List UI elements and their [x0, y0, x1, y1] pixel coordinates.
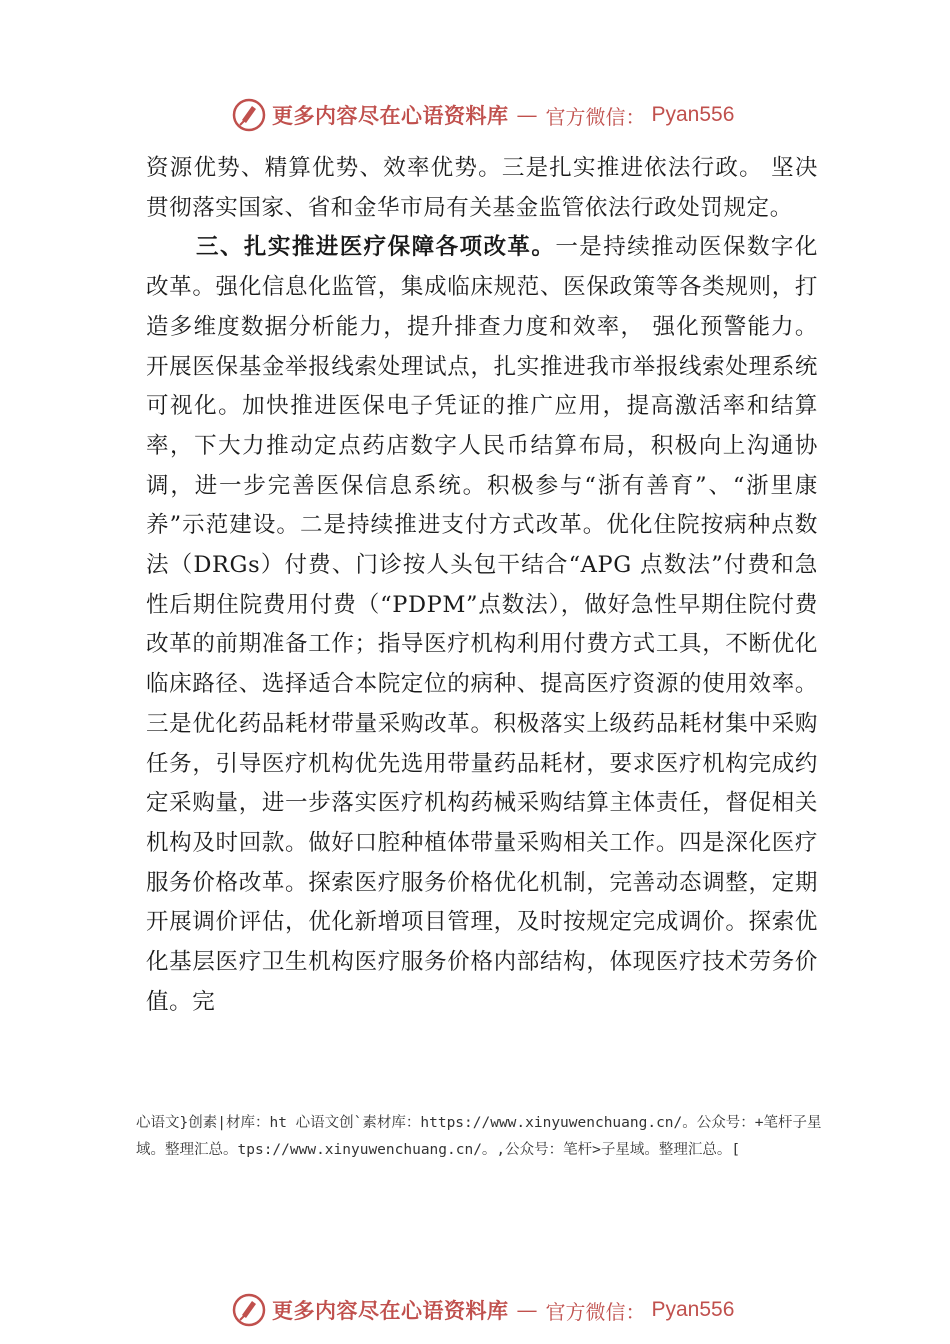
- header-banner: [232, 97, 734, 133]
- banner-text: 更多内容尽在心语资料库: [272, 103, 509, 128]
- paragraph-2: [146, 228, 818, 1022]
- banner-separator: —: [516, 1298, 538, 1322]
- paragraph-1: 资源优势、精算优势、效率优势。三是扎实推进依法行政。 坚决贯彻落实国家、省和金华市局有关基金监管依法行政处罚规定。: [146, 155, 818, 221]
- wechat-label: 官方微信：: [545, 1299, 646, 1324]
- wechat-id: Pyan556: [651, 103, 735, 126]
- watermark-text: 心语文}创素|材库：ht 心语文创`素材库：https://www.xinyuwenchuang.cn/。公众号：+笔杆子星域。整理汇总。tps://www.xinyuwenchuang.cn/。,公众号：笔杆>子星域。整理汇总。[: [136, 1115, 822, 1158]
- paragraph-2-text: 一是持续推动医保数字化改革。强化信息化监管，集成临床规范、医保政策等各类规则，打造多维度数据分析能力，提升排查力度和效率， 强化预警能力。开展医保基金举报线索处理试点，扎实推进我市举报线索处理系统可视化。加快推进医保电子凭证的推广应用，提高激活率和结算率，下大力推动定点药店数字人民币结算布局，积极向上沟通协调，进一步完善医保信息系统。积极参与“浙有善育”、“浙里康养”示范建设。二是持续推进支付方式改革。优化住院按病种点数法（DRGs）付费、门诊按人头包干结合“APG 点数法”付费和急性后期住院费用付费（“PDPM”点数法），做好急性早期住院付费改革的前期准备工作；指导医疗机构利用付费方式工具，不断优化临床路径、选择适合本院定位的病种、提高医疗资源的使用效率。三是优化药品耗材带量采购改革。积极落实上级药品耗材集中采购任务，引导医疗机构优先选用带量药品耗材，要求医疗机构完成约定采购量，进一步落实医疗机构药械采购结算主体责任，督促相关机构及时回款。做好口腔种植体带量采购相关工作。四是深化医疗服务价格改革。探索医疗服务价格优化机制，完善动态调整，定期开展调价评估，优化新增项目管理，及时按规定完成调价。探索优化基层医疗卫生机构医疗服务价格内部结构，体现医疗技术劳务价值。完: [146, 234, 818, 1015]
- wechat-id: Pyan556: [651, 1298, 735, 1321]
- wechat-label: 官方微信：: [545, 104, 646, 129]
- logo-icon: [232, 98, 266, 132]
- section-heading: 三、扎实推进医疗保障各项改革。: [196, 234, 556, 261]
- logo-icon: [232, 1293, 266, 1327]
- document-body: [146, 149, 818, 1022]
- banner-text: 更多内容尽在心语资料库: [272, 1298, 509, 1323]
- footer-banner: [232, 1292, 734, 1328]
- banner-separator: —: [516, 103, 538, 127]
